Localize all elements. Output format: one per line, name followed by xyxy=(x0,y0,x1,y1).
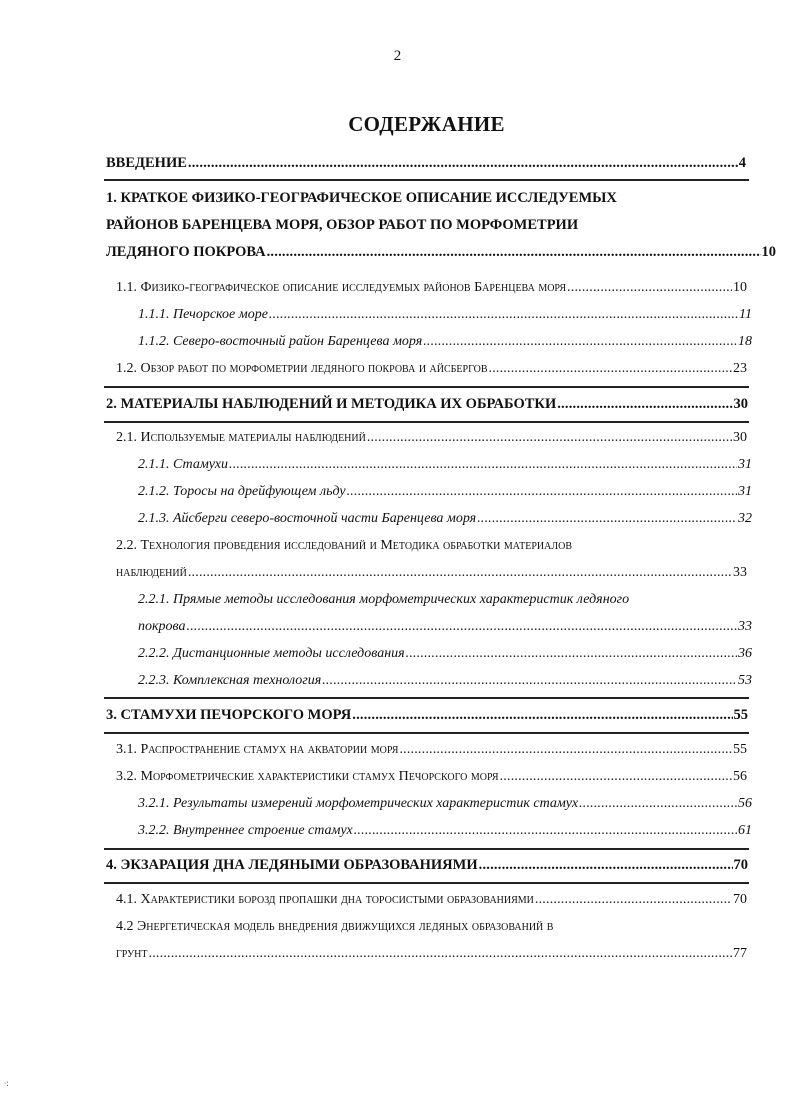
toc-entry-page: 32 xyxy=(738,511,752,526)
toc-entry-3-1[interactable] xyxy=(116,742,747,758)
toc-entry-4-2-line-1: 4.2 Энергетическая модель внедрения движущихся ледяных образований в xyxy=(116,919,554,934)
toc-entry-page: 55 xyxy=(733,707,748,723)
page-title: СОДЕРЖАНИЕ xyxy=(348,112,505,136)
dot-leader xyxy=(557,396,732,413)
dot-leader xyxy=(423,334,737,350)
toc-entry-label: 3. СТАМУХИ ПЕЧОРСКОГО МОРЯ xyxy=(106,707,352,723)
dot-leader xyxy=(229,457,737,473)
dot-leader xyxy=(406,646,737,662)
toc-entry-page: 61 xyxy=(738,823,752,838)
toc-entry-2-2-1-line-1: 2.2.1. Прямые методы исследования морфометрических характеристик ледяного xyxy=(138,592,630,607)
toc-entry-3-2[interactable] xyxy=(116,769,747,785)
dot-leader xyxy=(399,742,732,758)
section-divider xyxy=(104,848,749,850)
toc-entry-2-2-3[interactable] xyxy=(138,673,752,689)
toc-entry-chapter-1-line-1: 1. КРАТКОЕ ФИЗИКО-ГЕОГРАФИЧЕСКОЕ ОПИСАНИЕ ИССЛЕДУЕМЫХ xyxy=(106,190,617,206)
toc-entry-1-1[interactable] xyxy=(116,280,747,296)
toc-entry-4-1[interactable] xyxy=(116,892,747,908)
toc-entry-label: 1.1.2. Северо-восточный район Баренцева моря xyxy=(138,334,423,349)
toc-entry-2-2-line-1: 2.2. Технология проведения исследований и Методика обработки материалов xyxy=(116,538,573,553)
dot-leader xyxy=(489,361,733,377)
page-number: 2 xyxy=(393,48,402,64)
dot-leader xyxy=(535,892,732,908)
toc-entry-page: 30 xyxy=(733,396,748,412)
toc-entry-label: покрова xyxy=(138,619,186,634)
toc-entry-page: 31 xyxy=(738,484,752,499)
toc-entry-2-1-2[interactable] xyxy=(138,484,752,500)
dot-leader xyxy=(567,280,732,296)
toc-entry-label: 2. МАТЕРИАЛЫ НАБЛЮДЕНИЙ И МЕТОДИКА ИХ ОБРАБОТКИ xyxy=(106,396,557,412)
toc-entry-4-2[interactable] xyxy=(116,946,747,962)
dot-leader xyxy=(477,511,737,527)
dot-leader xyxy=(269,307,738,323)
dot-leader xyxy=(367,430,732,446)
toc-entry-2-1-3[interactable] xyxy=(138,511,752,527)
toc-entry-page: 55 xyxy=(733,742,747,757)
toc-entry-page: 70 xyxy=(733,857,748,873)
scan-speck: ∙: xyxy=(4,1078,9,1088)
toc-entry-page: 31 xyxy=(738,457,752,472)
toc-entry-page: 10 xyxy=(733,280,747,295)
toc-entry-page: 23 xyxy=(733,361,747,376)
toc-entry-2-2-1[interactable] xyxy=(138,619,752,635)
toc-entry-label: 2.1. Используемые материалы наблюдений xyxy=(116,430,366,445)
dot-leader xyxy=(188,565,732,581)
dot-leader xyxy=(347,484,737,500)
dot-leader xyxy=(354,823,737,839)
section-divider xyxy=(104,421,749,423)
section-divider xyxy=(104,882,749,884)
toc-entry-page: 4 xyxy=(738,155,746,171)
dot-leader xyxy=(267,244,761,261)
dot-leader xyxy=(188,155,738,172)
toc-entry-page: 56 xyxy=(733,769,747,784)
toc-entry-label: 3.2.2. Внутреннее строение стамух xyxy=(138,823,353,838)
toc-entry-2-2-2[interactable] xyxy=(138,646,752,662)
toc-entry-3-2-2[interactable] xyxy=(138,823,752,839)
toc-entry-introduction[interactable] xyxy=(106,155,746,172)
toc-entry-label: 2.2.3. Комплексная технология xyxy=(138,673,322,688)
toc-entry-label: ЛЕДЯНОГО ПОКРОВА xyxy=(106,244,266,260)
toc-entry-label: 2.2.2. Дистанционные методы исследования xyxy=(138,646,405,661)
dot-leader xyxy=(579,796,737,812)
toc-entry-page: 30 xyxy=(733,430,747,445)
dot-leader xyxy=(479,857,733,874)
toc-entry-label: 4. ЭКЗАРАЦИЯ ДНА ЛЕДЯНЫМИ ОБРАЗОВАНИЯМИ xyxy=(106,857,478,873)
toc-entry-label: грунт xyxy=(116,946,148,961)
dot-leader xyxy=(149,946,732,962)
section-divider xyxy=(104,179,749,181)
toc-entry-page: 10 xyxy=(761,244,776,260)
toc-entry-page: 11 xyxy=(739,307,752,322)
toc-entry-label: 1.1.1. Печорское море xyxy=(138,307,268,322)
toc-entry-label: 3.2. Морфометрические характеристики стамух Печорского моря xyxy=(116,769,499,784)
toc-entry-1-1-1[interactable] xyxy=(138,307,752,323)
toc-entry-chapter-2[interactable] xyxy=(106,396,748,413)
section-divider xyxy=(104,732,749,734)
toc-entry-page: 70 xyxy=(733,892,747,907)
toc-entry-3-2-1[interactable] xyxy=(138,796,752,812)
toc-entry-2-2[interactable] xyxy=(116,565,747,581)
toc-entry-page: 33 xyxy=(733,565,747,580)
toc-entry-chapter-4[interactable] xyxy=(106,857,748,874)
toc-entry-page: 53 xyxy=(738,673,752,688)
toc-entry-2-1-1[interactable] xyxy=(138,457,752,473)
toc-entry-1-1-2[interactable] xyxy=(138,334,752,350)
toc-entry-page: 36 xyxy=(738,646,752,661)
toc-entry-label: наблюдений xyxy=(116,565,187,580)
toc-entry-label: 1.1. Физико-географическое описание исследуемых районов Баренцева моря xyxy=(116,280,567,295)
toc-entry-chapter-1[interactable] xyxy=(106,244,776,261)
toc-entry-chapter-3[interactable] xyxy=(106,707,748,724)
toc-entry-2-1[interactable] xyxy=(116,430,747,446)
section-divider xyxy=(104,386,749,388)
toc-entry-label: ВВЕДЕНИЕ xyxy=(106,155,187,171)
toc-entry-1-2[interactable] xyxy=(116,361,747,377)
section-divider xyxy=(104,697,749,699)
toc-entry-label: 4.1. Характеристики борозд пропашки дна торосистыми образованиями xyxy=(116,892,534,907)
toc-entry-label: 3.1. Распространение стамух на акватории моря xyxy=(116,742,399,757)
dot-leader xyxy=(322,673,737,689)
dot-leader xyxy=(352,707,732,724)
toc-entry-label: 2.1.3. Айсберги северо-восточной части Баренцева моря xyxy=(138,511,477,526)
toc-entry-page: 33 xyxy=(738,619,752,634)
toc-entry-page: 56 xyxy=(738,796,752,811)
toc-entry-label: 1.2. Обзор работ по морфометрии ледяного покрова и айсбергов xyxy=(116,361,488,376)
toc-entry-label: 2.1.2. Торосы на дрейфующем льду xyxy=(138,484,346,499)
toc-entry-label: 2.1.1. Стамухи xyxy=(138,457,228,472)
toc-entry-page: 77 xyxy=(733,946,747,961)
toc-entry-label: 3.2.1. Результаты измерений морфометрических характеристик стамух xyxy=(138,796,579,811)
dot-leader xyxy=(187,619,737,635)
toc-entry-chapter-1-line-2: РАЙОНОВ БАРЕНЦЕВА МОРЯ, ОБЗОР РАБОТ ПО МОРФОМЕТРИИ xyxy=(106,217,579,233)
dot-leader xyxy=(500,769,732,785)
toc-entry-page: 18 xyxy=(738,334,752,349)
